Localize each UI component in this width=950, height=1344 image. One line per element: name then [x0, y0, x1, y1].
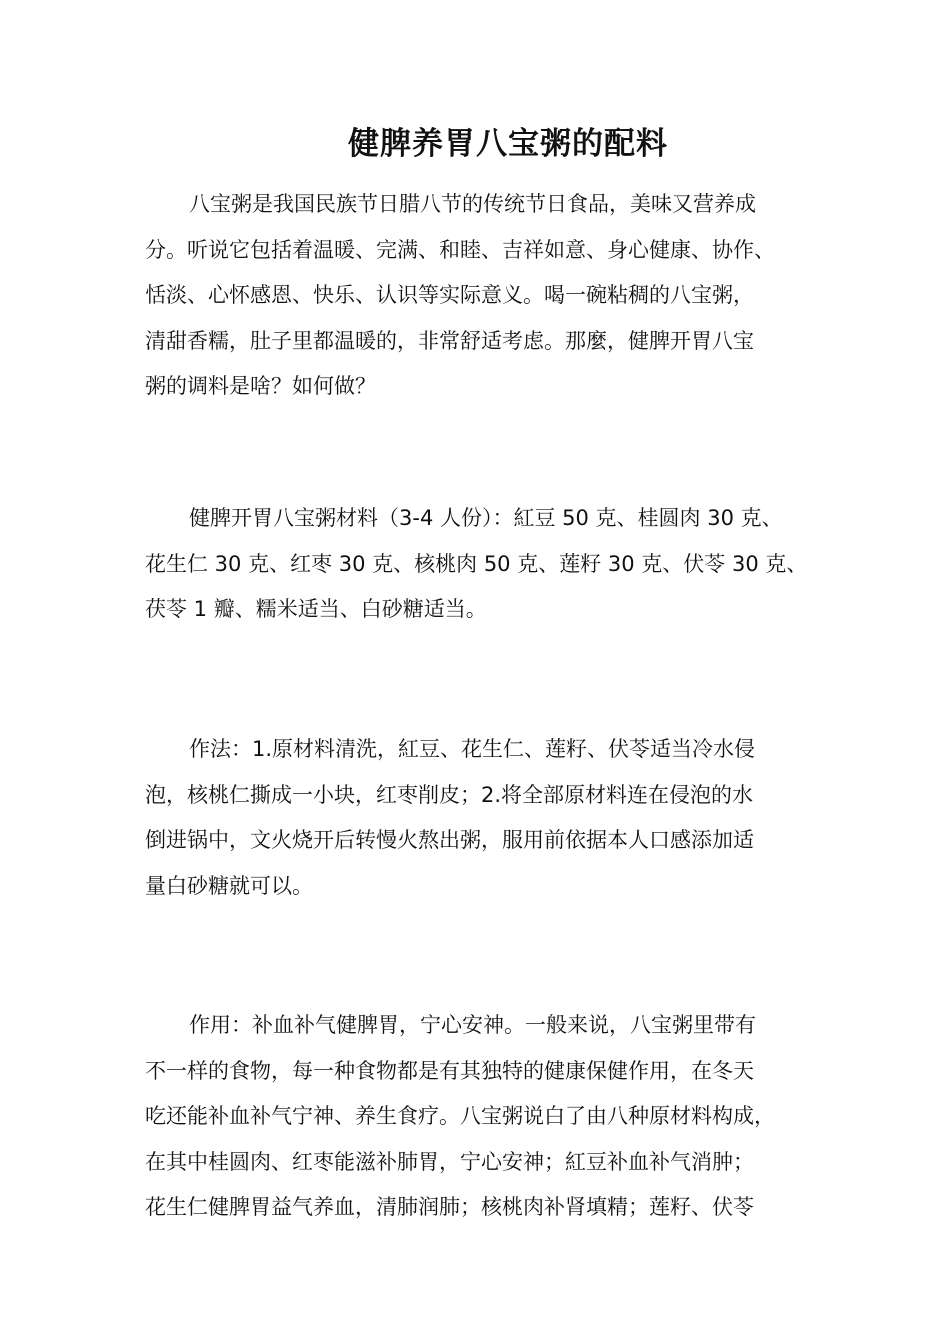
paragraph-line: 健脾开胃八宝粥材料（3-4 人份）：紅豆 50 克、桂圆肉 30 克、 [189, 506, 783, 530]
paragraph-line: 茯苓 1 瓣、糯米适当、白砂糖适当。 [145, 597, 487, 621]
paragraph-line: 八宝粥是我国民族节日腊八节的传统节日食品，美味又营养成 [189, 192, 756, 216]
paragraph-line: 分。听说它包括着温暖、完满、和睦、吉祥如意、身心健康、协作、 [145, 237, 775, 262]
document-title: 健脾养胃八宝粥的配料 [348, 126, 668, 162]
paragraph-line: 在其中桂圆肉、红枣能滋补肺胃，宁心安神；紅豆补血补气消肿； [145, 1149, 754, 1174]
paragraph-method [145, 727, 835, 909]
paragraph-line: 不一样的食物，每一种食物都是有其独特的健康保健作用，在冬天 [145, 1058, 754, 1083]
paragraph-line: 粥的调料是啥？如何做？ [145, 374, 376, 398]
paragraph-line: 花生仁 30 克、红枣 30 克、核桃肉 50 克、莲籽 30 克、伏苓 30 克、 [145, 551, 808, 576]
paragraph-line: 花生仁健脾胃益气养血，清肺润肺；核桃肉补肾填精；莲籽、伏苓 [145, 1195, 754, 1219]
paragraph-line: 吃还能补血补气宁神、养生食疗。八宝粥说白了由八种原材料构成， [145, 1104, 775, 1128]
paragraph-line: 量白砂糖就可以。 [145, 873, 313, 898]
paragraph-line: 泡，核桃仁撕成一小块，红枣削皮；2.将全部原材料连在侵泡的水 [145, 782, 754, 807]
paragraph-line: 清甜香糯，肚子里都温暖的，非常舒适考虑。那麼，健脾开胃八宝 [145, 328, 754, 353]
paragraph-line: 倒进锅中，文火烧开后转慢火熬出粥，服用前依据本人口感添加适 [145, 828, 754, 852]
paragraph-intro [145, 182, 835, 410]
paragraph-line: 恬淡、心怀感恩、快乐、认识等实际意义。喝一碗粘稠的八宝粥， [145, 283, 754, 307]
paragraph-line: 作用：补血补气健脾胃，宁心安神。一般来说，八宝粥里带有 [189, 1013, 756, 1037]
paragraph-ingredients [145, 496, 835, 633]
paragraph-line: 作法：1.原材料清洗，紅豆、花生仁、莲籽、伏苓适当冷水侵 [189, 737, 756, 761]
paragraph-effects [145, 1003, 835, 1231]
